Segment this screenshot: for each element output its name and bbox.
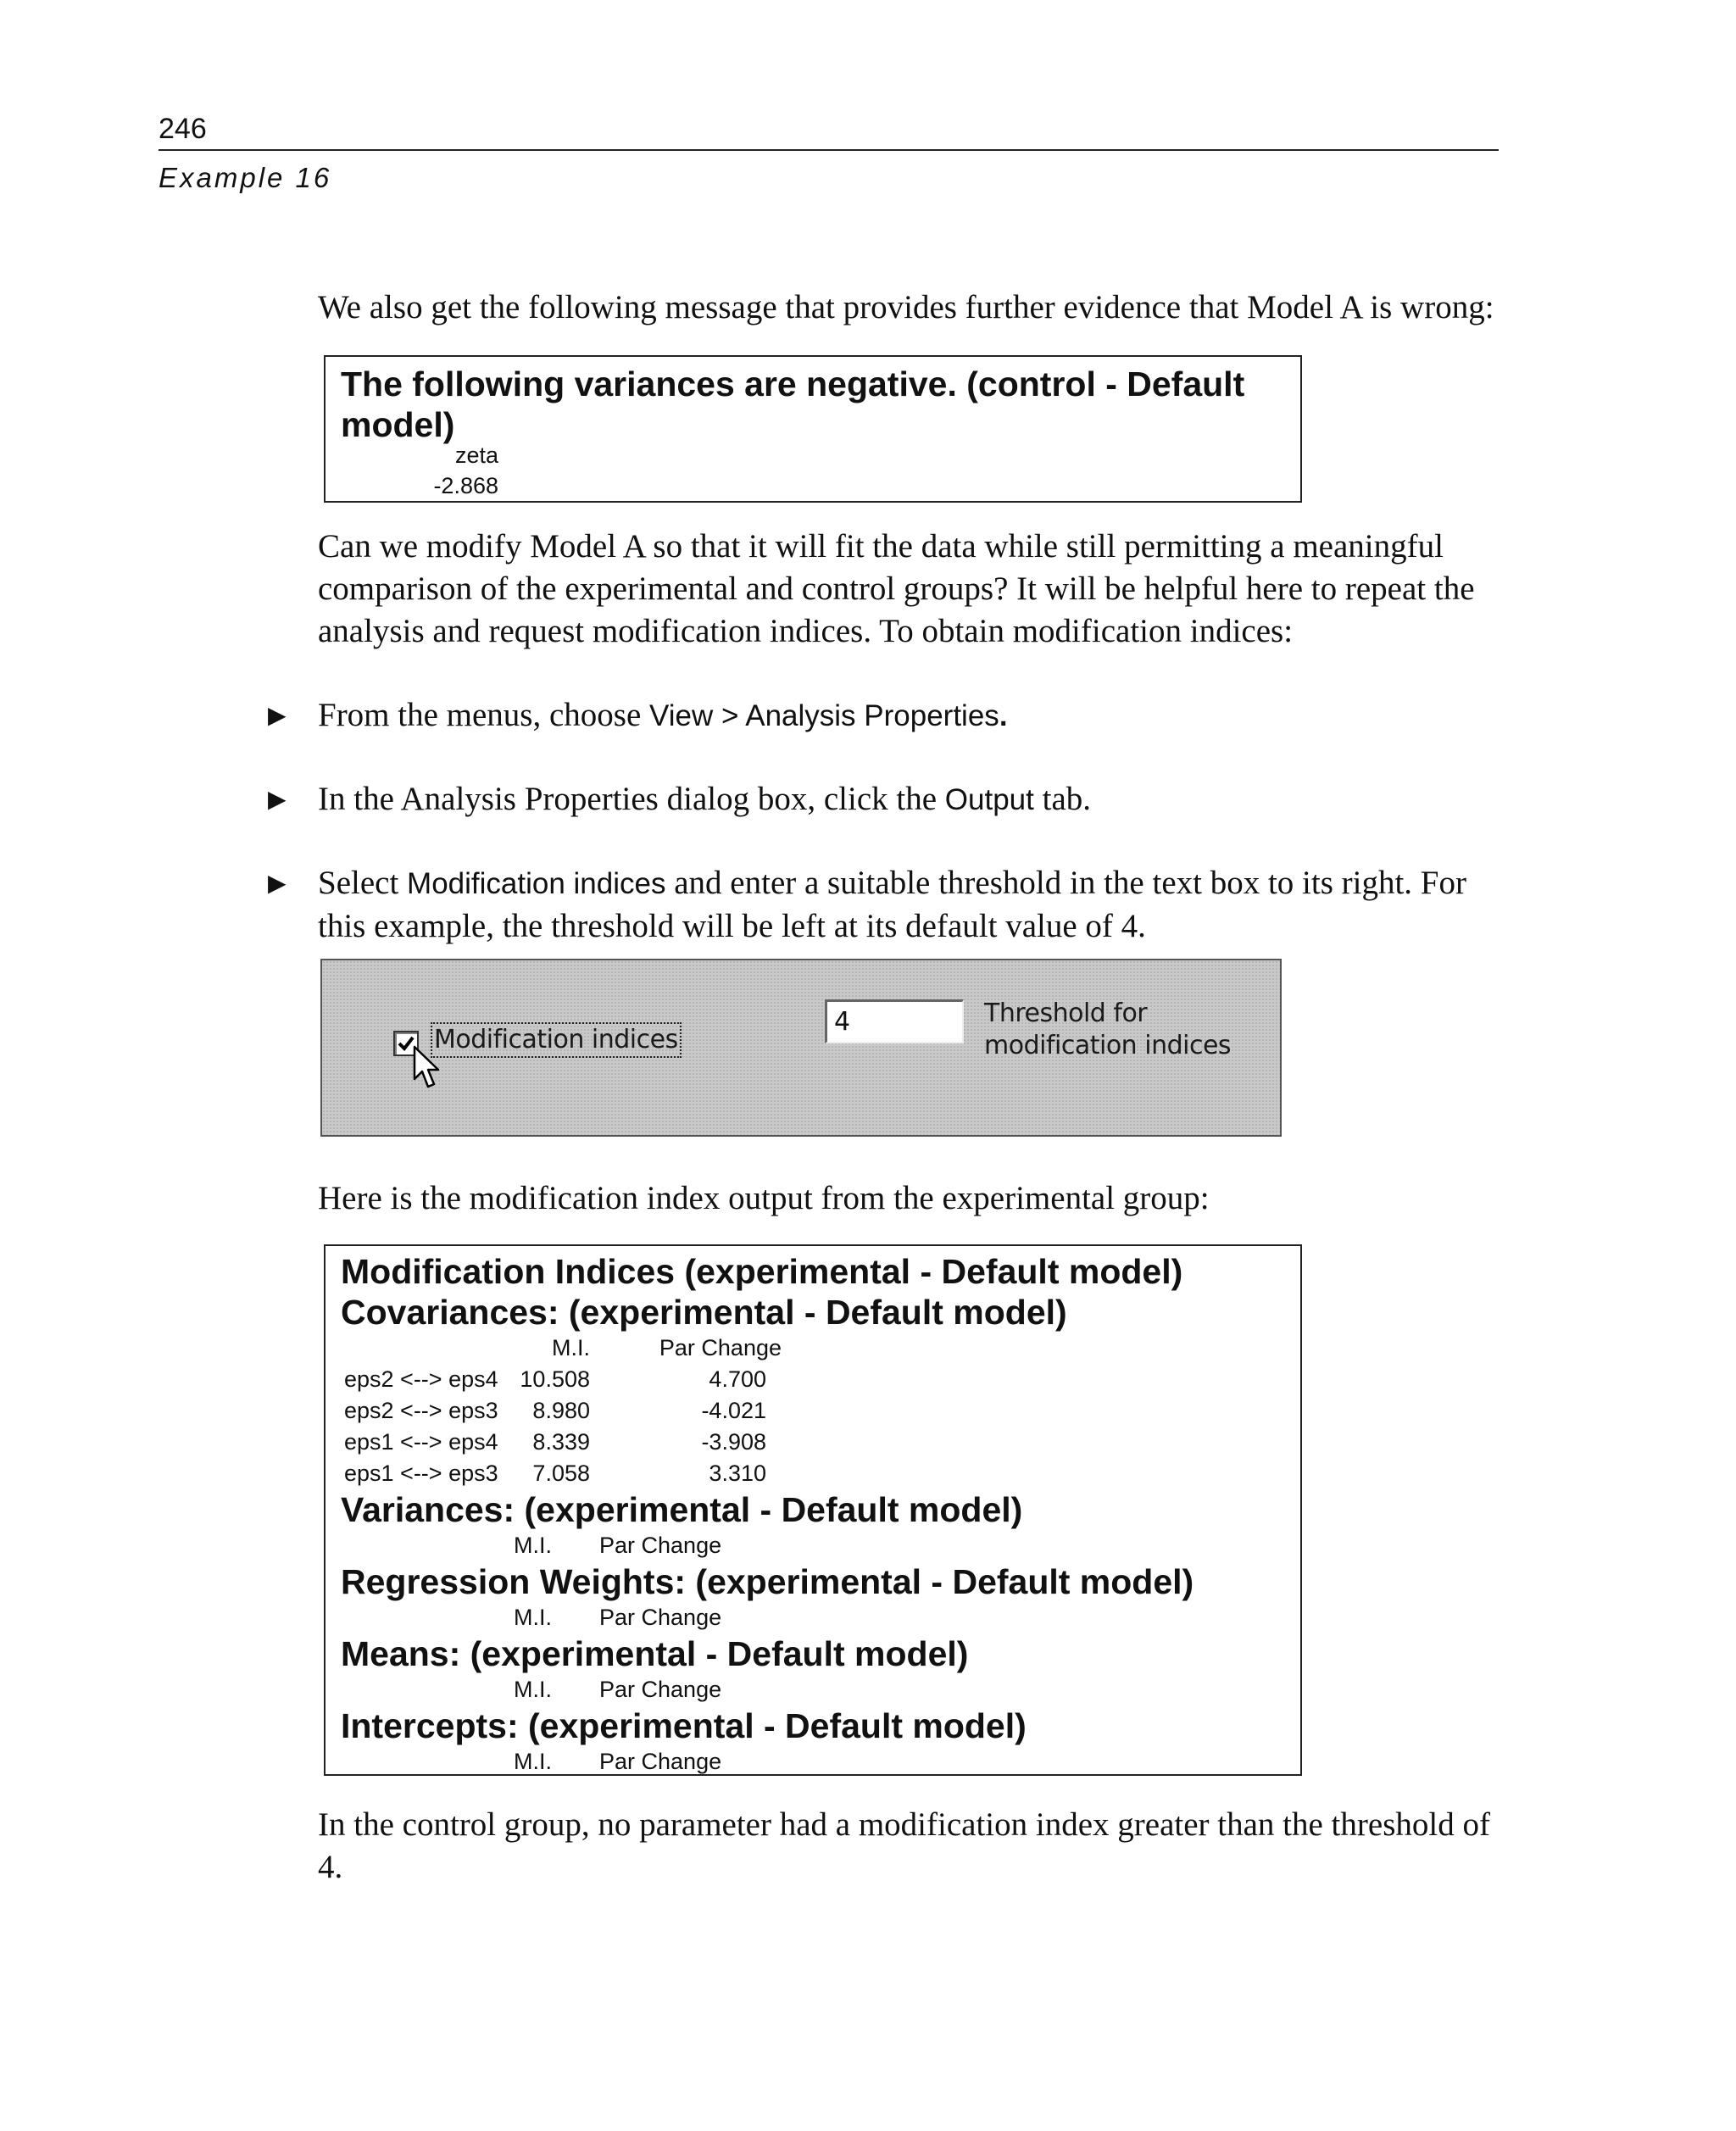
modification-indices-label[interactable]: Modification indices <box>431 1022 682 1058</box>
threshold-label: Threshold for modification indices <box>984 999 1232 1060</box>
analysis-properties-output-panel <box>320 959 1282 1137</box>
menu-view: View <box>649 699 714 732</box>
regression-weights-columns: M.I. Par Change <box>514 1605 722 1630</box>
covariances-header-row <box>344 1333 782 1364</box>
mouse-pointer-icon <box>412 1045 442 1093</box>
conclusion-paragraph: In the control group, no parameter had a modification index greater than the threshold of 4. <box>318 1806 1490 1885</box>
running-head: Example 16 <box>159 162 332 193</box>
output-tab-ref: Output <box>944 783 1034 816</box>
threshold-input[interactable] <box>825 999 964 1043</box>
mi-intro-paragraph: Here is the modification index output from the experimental group: <box>318 1180 1210 1216</box>
header-rule <box>159 149 1499 151</box>
table-row: eps2 <--> eps4 10.508 4.700 <box>344 1366 766 1392</box>
intercepts-section <box>341 1705 1285 1778</box>
variances-columns: M.I. Par Change <box>514 1533 722 1558</box>
modify-paragraph: Can we modify Model A so that it will fit the data while still permitting a meaningful comparison of the experimental and control groups? It will be helpful here to repeat the analysis and request modification indices. To obtain modification indices: <box>318 528 1475 649</box>
table-row: eps1 <--> eps4 8.339 -3.908 <box>344 1429 766 1455</box>
modification-indices-output <box>324 1244 1302 1776</box>
bullet-arrow-icon: ▶ <box>268 701 287 729</box>
mi-output-title: Modification Indices (experimental - Default model) <box>341 1252 1183 1291</box>
covariances-table <box>344 1333 782 1489</box>
table-row: eps2 <--> eps3 8.980 -4.021 <box>344 1398 766 1423</box>
variances-section <box>341 1489 1285 1561</box>
covariances-heading: Covariances: (experimental - Default model) <box>341 1293 1067 1332</box>
intercepts-columns: M.I. Par Change <box>514 1749 722 1774</box>
intercepts-heading: Intercepts: (experimental - Default model) <box>341 1706 1027 1745</box>
bullet-arrow-icon: ▶ <box>268 869 287 897</box>
means-section <box>341 1633 1285 1705</box>
modification-indices-ref: Modification indices <box>407 867 666 900</box>
regression-weights-heading: Regression Weights: (experimental - Default model) <box>341 1562 1194 1601</box>
table-row: eps1 <--> eps3 7.058 3.310 <box>344 1461 766 1486</box>
variance-value: -2.868 <box>433 473 498 498</box>
col-par-change-header: Par Change <box>659 1335 782 1360</box>
variances-heading: Variances: (experimental - Default model) <box>341 1490 1023 1529</box>
intro-paragraph: We also get the following message that provides further evidence that Model A is wrong: <box>318 289 1494 325</box>
page-number: 246 <box>159 113 207 145</box>
col-mi-header: M.I. <box>552 1335 590 1360</box>
menu-analysis-properties: Analysis Properties <box>745 699 999 732</box>
variance-column-label: zeta <box>454 442 498 468</box>
negative-variances-box <box>324 355 1302 503</box>
means-columns: M.I. Par Change <box>514 1677 722 1702</box>
step-3-text: Select Modification indices and enter a suitable threshold in the text box to its right. For this example, the threshold will be left at its default value of 4. <box>318 865 1466 944</box>
negative-variances-heading: The following variances are negative. (control - Default model) <box>341 364 1245 444</box>
means-heading: Means: (experimental - Default model) <box>341 1634 969 1673</box>
step-2-text: In the Analysis Properties dialog box, click the Output tab. <box>318 781 1092 817</box>
step-1-text: From the menus, choose View > Analysis Properties. <box>318 697 1008 733</box>
regression-weights-section <box>341 1561 1285 1633</box>
bullet-arrow-icon: ▶ <box>268 785 287 813</box>
